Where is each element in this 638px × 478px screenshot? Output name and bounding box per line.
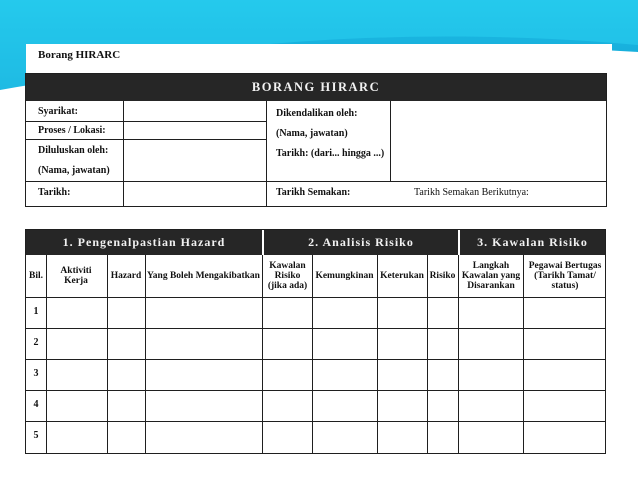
form-hirarc-header xyxy=(25,73,607,207)
grid-line xyxy=(458,255,459,453)
label-proses-lokasi: Proses / Lokasi: xyxy=(38,125,106,136)
label-syarikat: Syarikat: xyxy=(38,106,78,117)
form-header-title: BORANG HIRARC xyxy=(26,74,606,101)
col-header-pegawai-bertugas: Pegawai Bertugas (Tarikh Tamat/ status) xyxy=(528,261,602,291)
section-divider xyxy=(262,230,264,255)
document-title: Borang HIRARC xyxy=(38,49,121,61)
label-dikendalikan: Dikendalikan oleh: xyxy=(276,108,358,119)
grid-line xyxy=(26,390,605,391)
row-number: 1 xyxy=(33,306,39,317)
row-number: 4 xyxy=(33,399,39,410)
label-tarikh: Tarikh: xyxy=(38,187,71,198)
section-kawalan-risiko: 3. Kawalan Risiko xyxy=(460,230,605,255)
grid-line xyxy=(46,255,47,453)
label-tarikh-semakan: Tarikh Semakan: xyxy=(276,187,351,198)
col-header-bil: Bil. xyxy=(29,271,43,281)
label-diluluskan: Diluluskan oleh: xyxy=(38,145,109,156)
grid-line xyxy=(26,139,266,140)
row-number: 5 xyxy=(33,430,39,441)
col-header-keterukan: Keterukan xyxy=(380,271,424,281)
grid-line xyxy=(26,421,605,422)
section-pengenalpastian-hazard: 1. Pengenalpastian Hazard xyxy=(26,230,262,255)
col-header-aktiviti-kerja: Aktiviti Kerja xyxy=(60,266,92,286)
grid-line xyxy=(123,101,124,206)
label-nama-jawatan-right: (Nama, jawatan) xyxy=(276,128,348,139)
col-header-kemungkinan: Kemungkinan xyxy=(315,271,374,281)
row-number: 3 xyxy=(33,368,39,379)
section-analisis-risiko: 2. Analisis Risiko xyxy=(264,230,458,255)
grid-line xyxy=(26,297,605,298)
label-tarikh-berikutnya: Tarikh Semakan Berikutnya: xyxy=(414,187,529,198)
label-nama-jawatan-left: (Nama, jawatan) xyxy=(38,165,110,176)
col-header-risiko: Risiko xyxy=(429,271,456,281)
grid-line xyxy=(26,181,606,182)
col-header-kawalan-risiko: Kawalan Risiko (jika ada) xyxy=(267,261,308,291)
grid-line xyxy=(262,255,263,453)
grid-line xyxy=(26,359,605,360)
col-header-yang-boleh-mengakibatkan: Yang Boleh Mengakibatkan xyxy=(147,271,260,281)
row-number: 2 xyxy=(33,337,39,348)
grid-line xyxy=(26,328,605,329)
grid-line xyxy=(26,121,266,122)
hirarc-table xyxy=(25,229,606,454)
col-header-langkah-kawalan: Langkah Kawalan yang Disarankan xyxy=(461,261,521,291)
col-header-hazard: Hazard xyxy=(110,271,142,281)
grid-line xyxy=(266,101,267,206)
grid-line xyxy=(390,101,391,182)
label-tarikh-range: Tarikh: (dari... hingga ...) xyxy=(276,148,385,159)
grid-line xyxy=(523,255,524,453)
section-divider xyxy=(458,230,460,255)
